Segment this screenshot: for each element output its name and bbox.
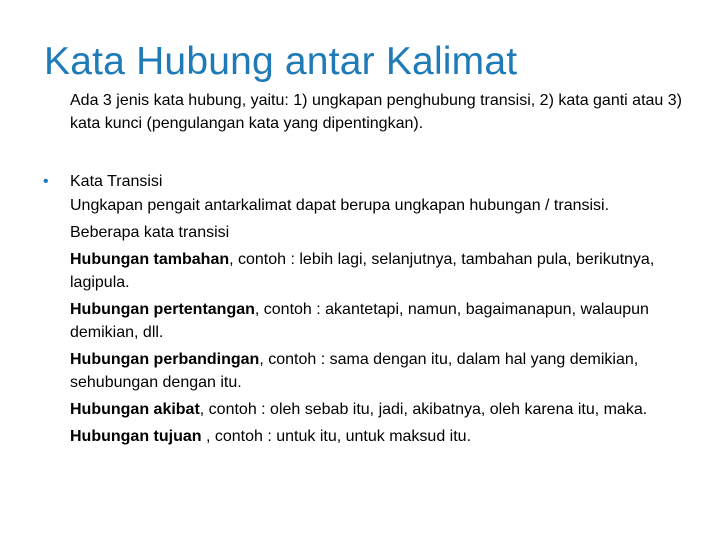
bullet-body: [70, 194, 680, 448]
transition-item-text: , contoh : sama dengan itu, dalam hal yang demikian, sehubungan dengan itu.: [70, 351, 639, 391]
slide-title: Kata Hubung antar Kalimat: [44, 40, 518, 83]
transition-item-label: Hubungan akibat: [70, 401, 200, 418]
bullet-description: Ungkapan pengait antarkalimat dapat berupa ungkapan hubungan / transisi.: [70, 197, 610, 214]
transition-item: [70, 425, 680, 448]
transition-item-label: Hubungan perbandingan: [70, 351, 260, 368]
transition-item: [70, 298, 680, 344]
transition-item: [70, 248, 680, 294]
transition-item-text: , contoh : oleh sebab itu, jadi, akibatnya, oleh karena itu, maka.: [199, 401, 648, 418]
bullet-section: [0, 170, 720, 452]
transition-item-text: , contoh : akantetapi, namun, bagaimanapun, walaupun demikian, dll.: [70, 301, 649, 341]
transition-item: [70, 348, 680, 394]
transition-item-label: Hubungan tambahan: [70, 251, 230, 268]
transition-item-text: , contoh : lebih lagi, selanjutnya, tambahan pula, berikutnya, lagipula.: [70, 251, 655, 291]
transition-item-text: , contoh : untuk itu, untuk maksud itu.: [201, 428, 472, 445]
bullet-icon: •: [43, 173, 49, 190]
bullet-row: [0, 170, 720, 194]
transition-item-label: Hubungan pertentangan: [70, 301, 255, 318]
transition-subheading: Beberapa kata transisi: [70, 224, 230, 241]
transition-item-label: Hubungan tujuan: [70, 428, 202, 445]
transition-item: [70, 398, 680, 421]
bullet-title: Kata Transisi: [70, 173, 163, 190]
intro-paragraph: Ada 3 jenis kata hubung, yaitu: 1) ungkapan penghubung transisi, 2) kata ganti atau 3) kata kunci (pengulangan kata yang dipentingkan).: [70, 92, 682, 132]
